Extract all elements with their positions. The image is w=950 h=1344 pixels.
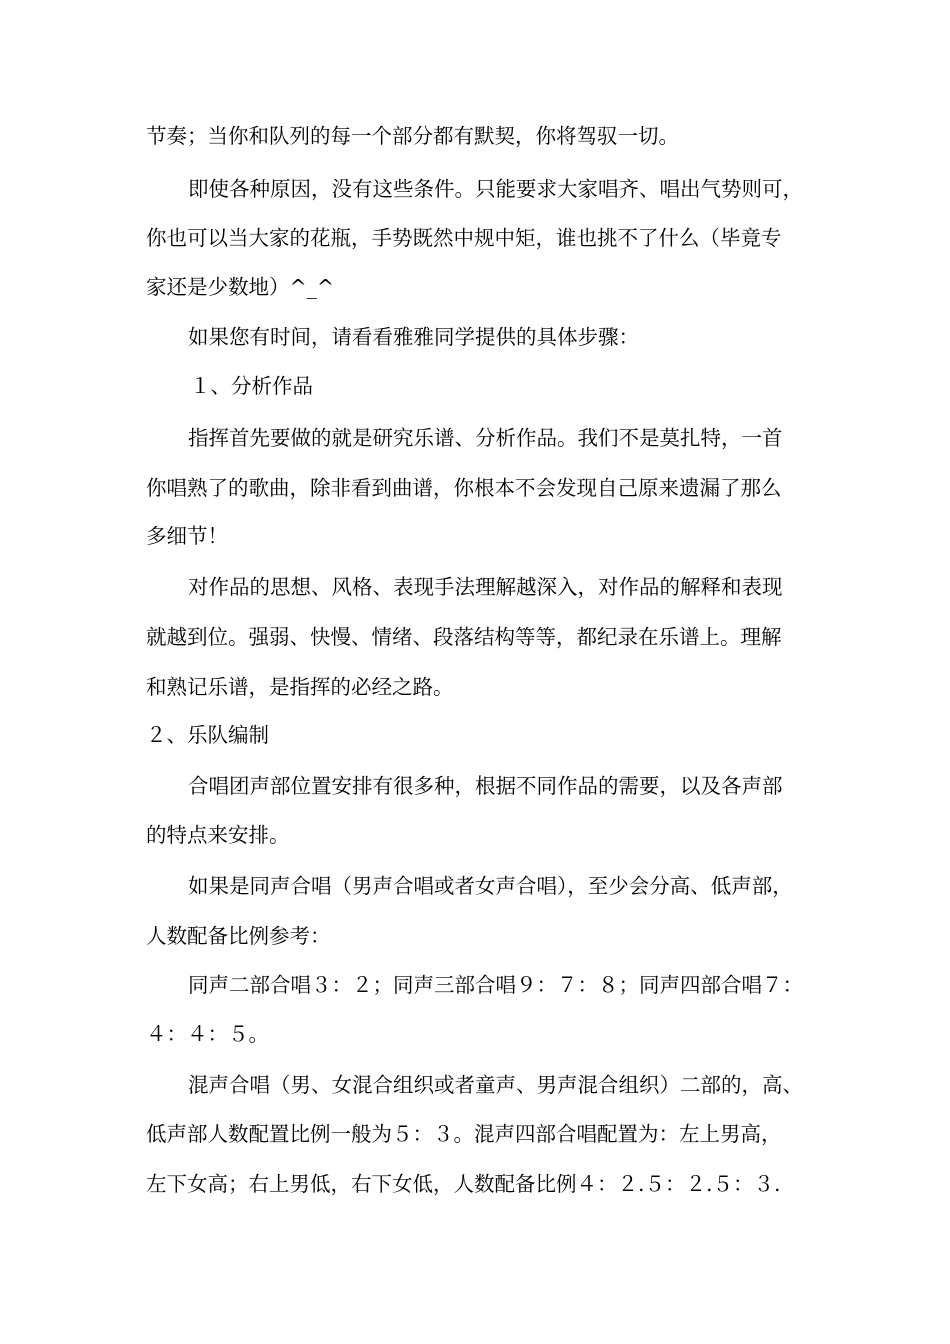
- text-line: 同声二部合唱３：２；同声三部合唱９：７：８；同声四部合唱７：: [188, 973, 803, 997]
- text-line: 对作品的思想、风格、表现手法理解越深入，对作品的解释和表现: [188, 575, 783, 599]
- text-line: 如果您有时间，请看看雅雅同学提供的具体步骤：: [188, 325, 639, 349]
- text-line: 混声合唱（男、女混合组织或者童声、男声混合组织）二部的，高、: [188, 1073, 803, 1097]
- text-line: 你也可以当大家的花瓶，手势既然中规中矩，谁也挑不了什么（毕竟专: [146, 226, 782, 250]
- text-line: 如果是同声合唱（男声合唱或者女声合唱），至少会分高、低声部，: [188, 874, 793, 898]
- text-line: 人数配备比例参考：: [146, 924, 331, 948]
- text-line: 你唱熟了的歌曲，除非看到曲谱，你根本不会发现自己原来遗漏了那么: [146, 476, 782, 500]
- text-line: 的特点来安排。: [146, 823, 290, 847]
- section-heading: ２、乐队编制: [146, 723, 269, 747]
- text-line: 低声部人数配置比例一般为５：３。混声四部合唱配置为：左上男高，: [146, 1122, 782, 1146]
- text-line: 合唱团声部位置安排有很多种，根据不同作品的需要，以及各声部: [188, 774, 783, 798]
- section-heading: １、分析作品: [190, 374, 313, 398]
- text-line: 左下女高；右上男低，右下女低，人数配备比例４：２.５：２.５：３.: [146, 1172, 781, 1196]
- text-line: 节奏；当你和队列的每一个部分都有默契，你将驾驭一切。: [146, 124, 679, 148]
- text-line: 和熟记乐谱，是指挥的必经之路。: [146, 675, 454, 699]
- text-line: 即使各种原因，没有这些条件。只能要求大家唱齐、唱出气势则可，: [188, 177, 803, 201]
- text-line: 指挥首先要做的就是研究乐谱、分析作品。我们不是莫扎特，一首: [188, 426, 783, 450]
- text-line: 家还是少数地）^_^: [146, 275, 335, 299]
- text-line: 多细节！: [146, 524, 228, 548]
- text-line: ４：４：５。: [146, 1022, 269, 1046]
- text-line: 就越到位。强弱、快慢、情绪、段落结构等等，都纪录在乐谱上。理解: [146, 625, 782, 649]
